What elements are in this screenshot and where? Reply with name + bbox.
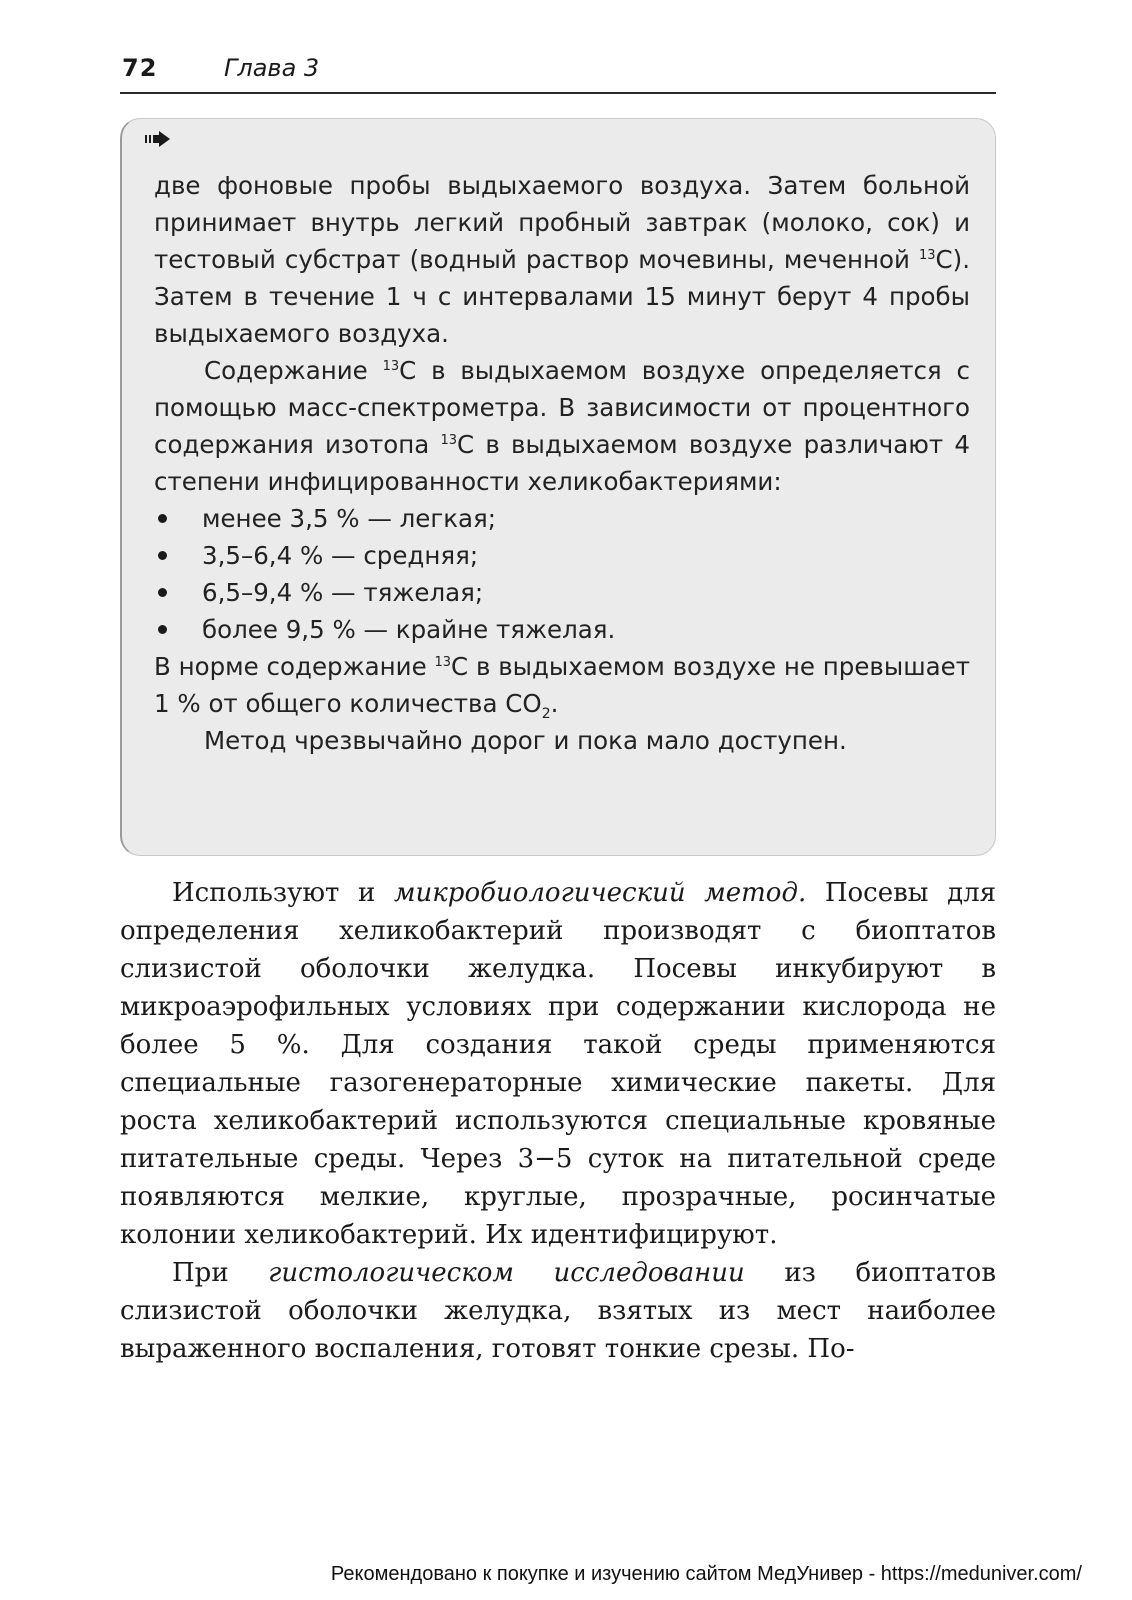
- page-header: [120, 52, 996, 94]
- main-paragraph-2: При гистологическом исследовании из биоптатов слизистой оболочки желудка, взятых из мест наиболее выраженного воспаления, готовят тонкие срезы. По-: [120, 1258, 996, 1364]
- box-paragraph-4: Метод чрезвычайно дорог и пока мало доступен.: [204, 726, 847, 755]
- list-item: более 9,5 % — крайне тяжелая.: [154, 611, 970, 648]
- list-item: 6,5–9,4 % — тяжелая;: [154, 574, 970, 611]
- severity-list: [154, 500, 970, 648]
- box-paragraph-2: Содержание $^{13}$С в выдыхаемом воздухе определяется с помощью масс-спектрометра. В зависимости от процентного содержания изотопа $^{13}$С в выдыхаемом воздухе различают 4 степени инфицированности хеликобактериями:: [154, 356, 970, 496]
- chapter-title: Глава 3: [224, 54, 320, 82]
- box-text: [154, 167, 970, 759]
- main-text: [120, 874, 996, 1368]
- info-box: [120, 118, 996, 856]
- box-paragraph-3: В норме содержание $^{13}$С в выдыхаемом воздухе не превышает 1 % от общего количества $СО_2$.: [154, 652, 970, 722]
- page-number: 72: [122, 54, 158, 82]
- footer-watermark: Рекомендовано к покупке и изучению сайтом МедУнивер - https://meduniver.com/: [330, 1563, 1082, 1585]
- list-item: 3,5–6,4 % — средняя;: [154, 537, 970, 574]
- box-paragraph-1: две фоновые пробы выдыхаемого воздуха. Затем больной принимает внутрь легкий пробный завтрак (молоко, сок) и тестовый субстрат (водный раствор мочевины, меченной $^{13}$С). Затем в течение 1 ч с интервалами 15 минут берут 4 пробы выдыхаемого воздуха.: [154, 171, 970, 348]
- list-item: менее 3,5 % — легкая;: [154, 500, 970, 537]
- arrow-right-icon: [144, 129, 172, 149]
- main-paragraph-1: Используют и микробиологический метод. Посевы для определения хеликобактерий производят с биоптатов слизистой оболочки желудка. Посевы инкубируют в микроаэрофильных условиях при содержании кислорода не более 5 %. Для создания такой среды применяются специальные газогенераторные химические пакеты. Для роста хеликобактерий используются специальные кровяные питательные среды. Через 3−5 суток на питательной среде появляются мелкие, круглые, прозрачные, росинчатые колонии хеликобактерий. Их идентифицируют.: [120, 878, 996, 1250]
